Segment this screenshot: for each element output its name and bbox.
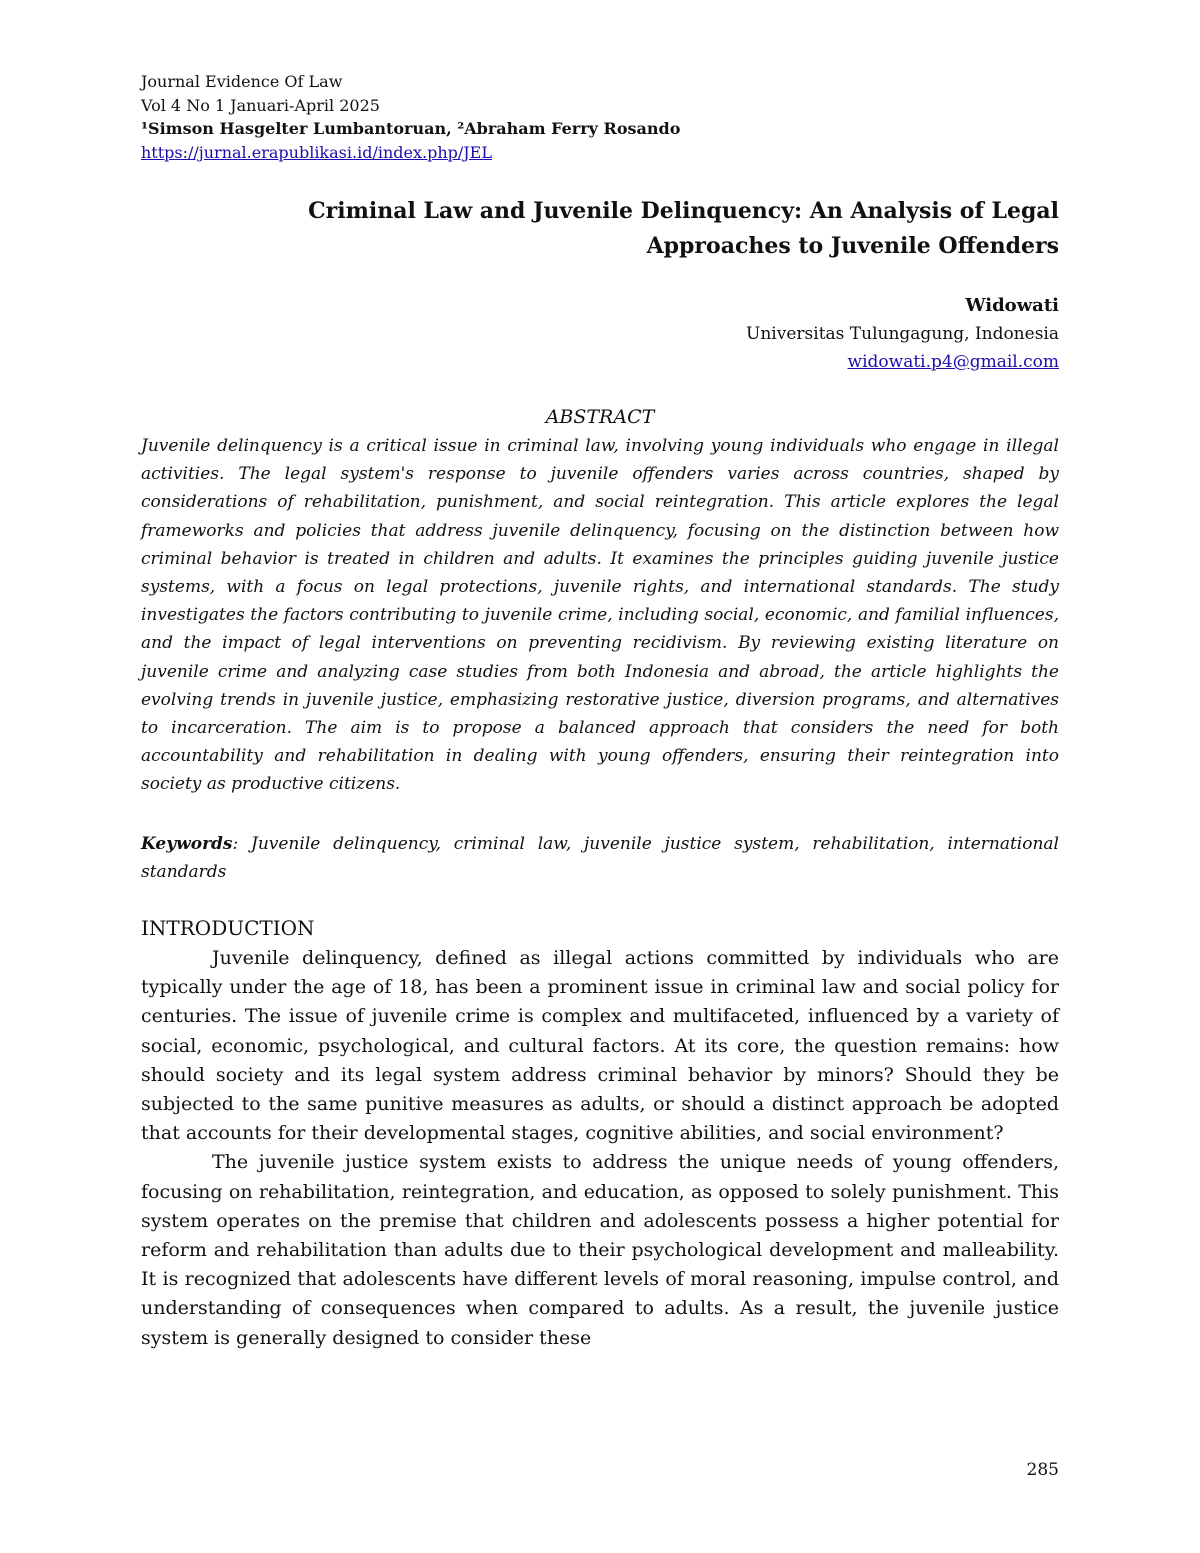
paper-title-line-1: Criminal Law and Juvenile Delinquency: An Analysis of Legal — [308, 198, 1059, 224]
keywords — [141, 830, 1059, 886]
introduction-heading: INTRODUCTION — [141, 916, 315, 940]
author-email-link[interactable]: widowati.p4@gmail.com — [847, 352, 1059, 372]
abstract-heading: ABSTRACT — [545, 406, 655, 428]
page-number: 285 — [1026, 1460, 1059, 1480]
journal-header — [141, 70, 1059, 164]
introduction-body — [141, 944, 1059, 1353]
journal-volume: Vol 4 No 1 Januari-April 2025 — [141, 95, 380, 115]
paper-title — [141, 194, 1059, 264]
keywords-list: : Juvenile delinquency, criminal law, juvenile justice system, rehabilitation, international standards — [141, 834, 1059, 883]
author-institution: Universitas Tulungagung, Indonesia — [746, 324, 1059, 344]
author-name: Widowati — [965, 295, 1059, 316]
introduction-paragraph-1: Juvenile delinquency, defined as illegal actions committed by individuals who are typically under the age of 18, has been a prominent issue in criminal law and social policy for centuries. The issue of juvenile crime is complex and multifaceted, influenced by a variety of social, economic, psychological, and cultural factors. At its core, the question remains: how should society and its legal system address criminal behavior by minors? Should they be subjected to the same punitive measures as adults, or should a distinct approach be adopted that accounts for their developmental stages, cognitive abilities, and social environment? — [141, 947, 1059, 1145]
introduction-paragraph-2: The juvenile justice system exists to address the unique needs of young offenders, focusing on rehabilitation, reintegration, and education, as opposed to solely punishment. This system operates on the premise that children and adolescents possess a higher potential for reform and rehabilitation than adults due to their psychological development and malleability. It is recognized that adolescents have different levels of moral reasoning, impulse control, and understanding of consequences when compared to adults. As a result, the juvenile justice system is generally designed to consider these — [141, 1151, 1059, 1349]
journal-url-link[interactable]: https://jurnal.erapublikasi.id/index.php/JEL — [141, 142, 492, 162]
author-affiliation — [141, 292, 1059, 376]
paper-title-line-2: Approaches to Juvenile Offenders — [646, 233, 1059, 259]
keywords-label: Keywords — [141, 834, 233, 854]
abstract-text: Juvenile delinquency is a critical issue in criminal law, involving young individuals who engage in illegal activities. The legal system's response to juvenile offenders varies across countries, shaped by considerations of rehabilitation, punishment, and social reintegration. This article explores the legal frameworks and policies that address juvenile delinquency, focusing on the distinction between how criminal behavior is treated in children and adults. It examines the principles guiding juvenile justice systems, with a focus on legal protections, juvenile rights, and international standards. The study investigates the factors contributing to juvenile crime, including social, economic, and familial influences, and the impact of legal interventions on preventing recidivism. By reviewing existing literature on juvenile crime and analyzing case studies from both Indonesia and abroad, the article highlights the evolving trends in juvenile justice, emphasizing restorative justice, diversion programs, and alternatives to incarceration. The aim is to propose a balanced approach that considers the need for both accountability and rehabilitation in dealing with young offenders, ensuring their reintegration into society as productive citizens. — [141, 436, 1059, 795]
journal-name: Journal Evidence Of Law — [141, 72, 343, 91]
journal-authors: ¹Simson Hasgelter Lumbantoruan, ²Abraham Ferry Rosando — [141, 119, 681, 138]
paper-page — [141, 0, 1059, 1553]
